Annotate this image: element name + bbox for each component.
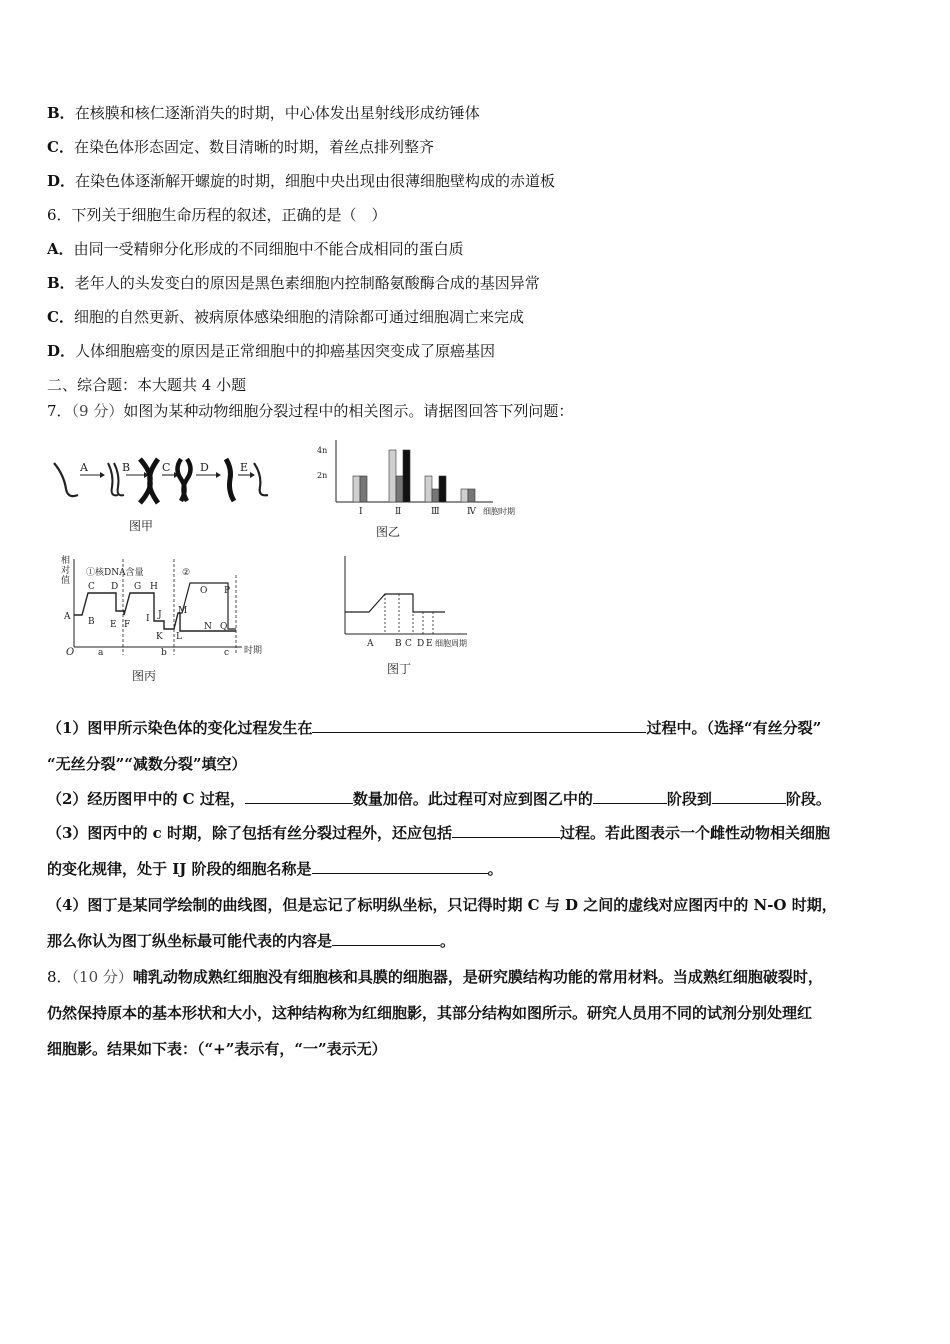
figure-caption: 图丙 bbox=[132, 669, 157, 683]
option-text: 由同一受精卵分化形成的不同细胞中不能合成相同的蛋白质 bbox=[73, 240, 464, 258]
option-text: 在染色体形态固定、数目清晰的时期，着丝点排列整齐 bbox=[73, 138, 434, 156]
option-text: 在核膜和核仁逐渐消失的时期，中心体发出星射线形成纺锤体 bbox=[74, 104, 480, 122]
point-label: N bbox=[204, 622, 212, 632]
chromatin-shape bbox=[254, 463, 268, 495]
option-letter: B． bbox=[47, 104, 75, 122]
question-score: （10 分） bbox=[71, 968, 133, 986]
sub-text: 的变化规律，处于 IJ 阶段的细胞名称是 bbox=[47, 860, 312, 878]
point-label: K bbox=[156, 632, 163, 642]
figure-bing bbox=[58, 555, 278, 685]
x-tick-label: B bbox=[395, 639, 402, 649]
x-tick-label: A bbox=[367, 639, 374, 649]
figure-caption: 图丁 bbox=[387, 662, 412, 676]
x-tick-label: D bbox=[417, 639, 425, 649]
option-text: 人体细胞癌变的原因是正常细胞中的抑癌基因突变成了原癌基因 bbox=[75, 342, 496, 360]
option-letter: C． bbox=[47, 138, 74, 156]
y-label-char: 相 bbox=[61, 556, 71, 566]
point-label: P bbox=[224, 586, 231, 596]
q5-option-d bbox=[47, 170, 555, 191]
point-label: O bbox=[200, 586, 208, 596]
sub-text: 。 bbox=[487, 860, 503, 878]
point-label: C bbox=[88, 582, 95, 592]
point-label: G bbox=[134, 582, 142, 592]
question-number: 7． bbox=[47, 402, 72, 420]
point-label: M bbox=[178, 606, 188, 616]
answer-blank[interactable] bbox=[452, 823, 560, 838]
bar bbox=[403, 450, 410, 502]
x-chromosome-shape bbox=[140, 459, 158, 503]
question-number: 8． bbox=[47, 968, 72, 986]
x-tick-label: Ⅲ bbox=[431, 507, 440, 517]
x-tick-label: Ⅳ bbox=[467, 507, 476, 517]
q7-sub2 bbox=[47, 788, 831, 809]
point-label: D bbox=[111, 582, 119, 592]
point-label: I bbox=[146, 614, 150, 624]
q7-stem bbox=[47, 400, 573, 421]
figure-ding bbox=[335, 556, 485, 681]
y-tick-label: 4n bbox=[317, 446, 328, 455]
arrow-head bbox=[100, 472, 105, 478]
point-label: J bbox=[158, 610, 162, 620]
figure-caption: 图甲 bbox=[129, 519, 154, 533]
q8-line3: 细胞影。结果如下表：（“+”表示有，“一”表示无） bbox=[47, 1040, 387, 1058]
q5-option-b bbox=[47, 102, 480, 123]
sub-text: （3）图丙中的 c 时期，除了包括有丝分裂过程外，还应包括 bbox=[47, 824, 453, 842]
ding-curve bbox=[345, 594, 445, 612]
q6-option-d bbox=[47, 340, 495, 361]
arrow-head bbox=[250, 472, 255, 478]
x-axis-label: 细胞周期 bbox=[435, 639, 467, 648]
point-label: F bbox=[124, 620, 131, 630]
q6-option-c bbox=[47, 306, 524, 327]
question-text: 如图为某种动物细胞分裂过程中的相关图示。请据图回答下列问题： bbox=[123, 402, 574, 420]
bar bbox=[439, 476, 446, 502]
option-text: 老年人的头发变白的原因是黑色素细胞内控制酪氨酸酶合成的基因异常 bbox=[74, 274, 540, 292]
point-label: H bbox=[150, 582, 158, 592]
separating-chromatids-shape bbox=[178, 459, 191, 501]
bar bbox=[432, 489, 439, 502]
section-heading: 二、综合题：本大题共 4 小题 bbox=[47, 376, 247, 394]
sub-text: （2）经历图甲中的 C 过程， bbox=[47, 790, 245, 808]
x-tick-label: E bbox=[426, 639, 433, 649]
y-label-char: 对 bbox=[61, 566, 71, 576]
point-label: B bbox=[88, 617, 95, 627]
x-tick-label: b bbox=[161, 648, 167, 658]
bar bbox=[425, 476, 432, 502]
legend-label: ①核DNA含量 bbox=[86, 568, 144, 578]
answer-blank[interactable] bbox=[245, 789, 353, 804]
bar bbox=[353, 476, 360, 502]
legend-label: ② bbox=[182, 568, 191, 578]
x-tick-label: Ⅱ bbox=[395, 507, 402, 517]
q7-sub1-cont: “无丝分裂”“减数分裂”填空） bbox=[47, 755, 247, 773]
q8-line1 bbox=[47, 966, 823, 987]
y-label-char: 值 bbox=[61, 576, 71, 586]
option-text: 细胞的自然更新、被病原体感染细胞的清除都可通过细胞凋亡来完成 bbox=[73, 308, 524, 326]
x-axis-label: 细胞时期 bbox=[483, 507, 515, 516]
process-label-c: C bbox=[162, 461, 171, 474]
q7-sub4-cont bbox=[47, 930, 455, 951]
figure-jia bbox=[50, 455, 275, 535]
y-tick-label: 2n bbox=[317, 471, 328, 480]
process-label-b: B bbox=[122, 461, 131, 474]
arrow-head bbox=[216, 472, 221, 478]
q5-option-c bbox=[47, 136, 434, 157]
option-text: 在染色体逐渐解开螺旋的时期，细胞中央出现由很薄细胞壁构成的赤道板 bbox=[75, 172, 556, 190]
sub-text: 过程中。（选择“有丝分裂” bbox=[646, 719, 822, 737]
sub-text: 那么你认为图丁纵坐标最可能代表的内容是 bbox=[47, 932, 333, 950]
sub-text: 阶段。 bbox=[785, 790, 831, 808]
question-text: 哺乳动物成熟红细胞没有细胞核和具膜的细胞器，是研究膜结构功能的常用材料。当成熟红细胞破裂时， bbox=[132, 968, 823, 986]
q7-sub3 bbox=[47, 822, 830, 843]
q6-stem: 6．下列关于细胞生命历程的叙述，正确的是（ ） bbox=[47, 206, 387, 224]
option-letter: D． bbox=[47, 342, 76, 360]
x-tick-label: C bbox=[405, 639, 412, 649]
origin-label: O bbox=[66, 647, 75, 658]
x-tick-label: c bbox=[224, 648, 230, 658]
q6-option-a bbox=[47, 238, 464, 259]
figure-yi bbox=[313, 440, 538, 545]
bar bbox=[461, 489, 468, 502]
single-chromosome-shape bbox=[226, 459, 234, 501]
point-label: Q bbox=[220, 622, 228, 632]
process-label-d: D bbox=[200, 461, 209, 474]
sub-text: 。 bbox=[440, 932, 456, 950]
question-score: （9 分） bbox=[71, 402, 124, 420]
answer-blank[interactable] bbox=[312, 859, 488, 874]
sub-text: （1）图甲所示染色体的变化过程发生在 bbox=[47, 719, 313, 737]
sub-text: 数量加倍。此过程可对应到图乙中的 bbox=[352, 790, 593, 808]
point-label: A bbox=[64, 612, 71, 622]
figure-caption: 图乙 bbox=[376, 525, 401, 539]
x-tick-label: a bbox=[98, 648, 104, 658]
bar bbox=[396, 476, 403, 502]
point-label: E bbox=[110, 620, 117, 630]
q8-line2: 仍然保持原本的基本形状和大小，这种结构称为红细胞影，其部分结构如图所示。研究人员用不同的试剂分别处理红 bbox=[47, 1004, 813, 1022]
bar bbox=[389, 450, 396, 502]
bar bbox=[360, 476, 367, 502]
answer-blank[interactable] bbox=[712, 789, 786, 804]
option-letter: B． bbox=[47, 274, 75, 292]
chromatin-shape bbox=[54, 463, 78, 496]
option-letter: D． bbox=[47, 172, 76, 190]
sub-text: 阶段到 bbox=[666, 790, 712, 808]
q7-sub1 bbox=[47, 717, 821, 738]
option-letter: A． bbox=[47, 240, 74, 258]
process-label-a: A bbox=[80, 461, 88, 474]
point-label: L bbox=[176, 632, 182, 642]
q6-option-b bbox=[47, 272, 540, 293]
answer-blank[interactable] bbox=[332, 931, 440, 946]
option-letter: C． bbox=[47, 308, 74, 326]
q7-sub3-cont bbox=[47, 858, 503, 879]
bar bbox=[468, 489, 475, 502]
process-label-e: E bbox=[240, 461, 249, 474]
x-axis-label: 时期 bbox=[244, 646, 263, 656]
answer-blank[interactable] bbox=[593, 789, 667, 804]
sub-text: 过程。若此图表示一个雌性动物相关细胞 bbox=[560, 824, 831, 842]
answer-blank[interactable] bbox=[312, 718, 646, 733]
q7-sub4: （4）图丁是某同学绘制的曲线图，但是忘记了标明纵坐标，只记得时期 C 与 D 之间的虚线对应图丙中的 N-O 时期， bbox=[47, 896, 837, 914]
y-axis-label bbox=[61, 554, 70, 586]
x-tick-label: Ⅰ bbox=[359, 507, 363, 517]
